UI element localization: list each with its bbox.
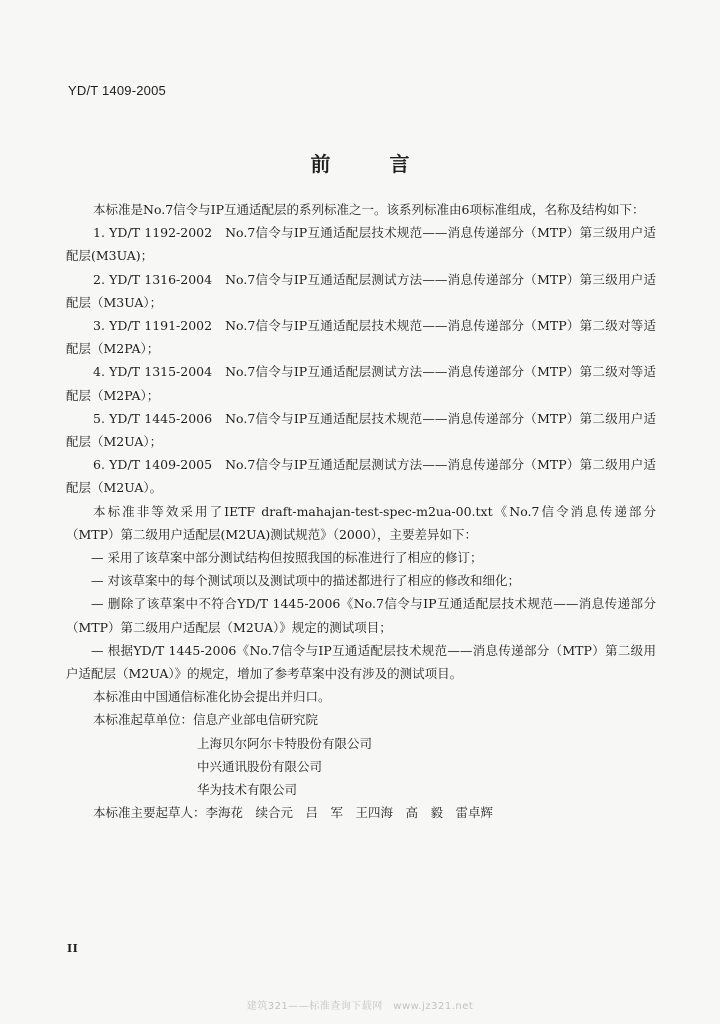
document-body [66,198,656,824]
intro-paragraph: 本标准是No.7信令与IP互通适配层的系列标准之一。该系列标准由6项标准组成，名称及结构如下： [93,202,645,217]
difference-item-1: — 采用了该草案中部分测试结构但按照我国的标准进行了相应的修订； [91,550,483,566]
drafters-line [66,801,656,824]
difference-item-2: — 对该草案中的每个测试项以及测试项中的描述都进行了相应的修改和细化； [91,573,520,589]
page-title: 前 言 [310,152,436,176]
drafting-unit-1: 信息产业部电信研究院 [193,712,319,728]
drafters-label: 本标准主要起草人： [93,805,206,821]
equivalence-paragraph: 本标准非等效采用了IETF draft-mahajan-test-spec-m2ua-00.txt《No.7信令消息传递部分（MTP）第二级用户适配层(M2UA)测试规范》（2000），主要差异如下： [66,503,656,542]
drafting-units-line [66,708,656,731]
standard-item-5: 5. YD/T 1445-2006 No.7信令与IP互通适配层技术规范——消息传递部分（MTP）第二级用户适配层（M2UA）； [66,410,656,450]
watermark: 建筑321——标准查询下载网 www.jz321.net [246,1001,474,1012]
document-code: YD/T 1409-2005 [68,83,166,98]
difference-item-3: — 删除了该草案中不符合YD/T 1445-2006《No.7信令与IP互通适配层技术规范——消息传递部分（MTP）第二级用户适配层（M2UA）》规定的测试项目； [66,596,656,635]
drafting-unit-4: 华为技术有限公司 [197,782,298,798]
drafters-names: 李海花 续合元 吕 军 王四海 高 毅 雷卓辉 [205,805,494,821]
standard-item-3: 3. YD/T 1191-2002 No.7信令与IP互通适配层技术规范——消息传递部分（MTP）第二级对等适配层（M2PA）； [66,318,656,357]
proposer-paragraph: 本标准由中国通信标准化协会提出并归口。 [93,689,331,705]
standard-item-4: 4. YD/T 1315-2004 No.7信令与IP互通适配层测试方法——消息传递部分（MTP）第二级对等适配层（M2PA）； [66,364,656,403]
page-number: II [67,942,79,955]
drafting-unit-3: 中兴通讯股份有限公司 [197,758,323,774]
standard-item-2: 2. YD/T 1316-2004 No.7信令与IP互通适配层测试方法——消息传递部分（MTP）第三级用户适配层（M3UA）； [66,271,656,310]
drafting-unit-2: 上海贝尔阿尔卡特股份有限公司 [197,735,373,751]
drafting-units-label: 本标准起草单位： [93,712,194,728]
standard-item-1: 1. YD/T 1192-2002 No.7信令与IP互通适配层技术规范——消息传递部分（MTP）第三级用户适配层(M3UA)； [66,225,656,264]
standard-item-6: 6. YD/T 1409-2005 No.7信令与IP互通适配层测试方法——消息传递部分（MTP）第二级用户适配层（M2UA）。 [66,457,656,496]
difference-item-4: — 根据YD/T 1445-2006《No.7信令与IP互通适配层技术规范——消息传递部分（MTP）第二级用户适配层（M2UA）》的规定，增加了参考草案中没有涉及的测试项目。 [66,642,656,682]
